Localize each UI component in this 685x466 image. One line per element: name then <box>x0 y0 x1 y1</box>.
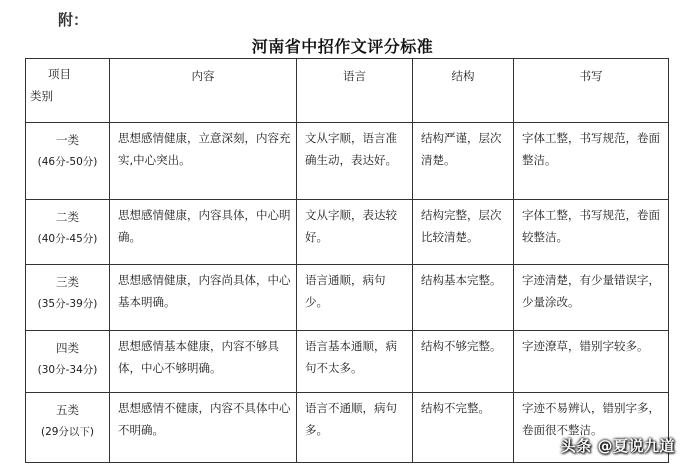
language-cell: 语言不通顺，病句多。 <box>297 393 413 463</box>
writing-cell: 字迹清楚，有少量错误字，少量涂改。 <box>514 265 669 331</box>
category-cell <box>26 393 110 463</box>
language-cell: 语言基本通顺，病句不太多。 <box>297 331 413 393</box>
header-category-label: 类别 <box>30 89 53 103</box>
header-writing: 书写 <box>514 59 669 123</box>
language-cell: 文从字顺，表达较好。 <box>297 200 413 265</box>
header-project-category-cell <box>26 59 110 123</box>
table-row <box>26 331 669 393</box>
language-cell: 语言通顺，病句少。 <box>297 265 413 331</box>
content-cell: 思想感情健康，立意深刻，内容充实,中心突出。 <box>110 123 297 200</box>
category-cell <box>26 200 110 265</box>
category-score-range: (35分-39分) <box>37 298 98 310</box>
category-name: 二类 <box>56 210 79 224</box>
category-name: 四类 <box>56 341 79 355</box>
content-cell: 思想感情健康，内容尚具体，中心基本明确。 <box>110 265 297 331</box>
category-name: 五类 <box>56 403 79 417</box>
header-language: 语言 <box>297 59 413 123</box>
category-cell <box>26 123 110 200</box>
category-score-range: (30分-34分) <box>37 364 98 376</box>
attachment-label: 附： <box>58 11 89 29</box>
table-header-row <box>26 59 669 123</box>
header-project-label: 项目 <box>48 67 71 81</box>
table-row <box>26 200 669 265</box>
header-structure: 结构 <box>413 59 514 123</box>
writing-cell: 字体工整，书写规范，卷面较整洁。 <box>514 200 669 265</box>
structure-cell: 结构严谨，层次清楚。 <box>413 123 514 200</box>
structure-cell: 结构不完整。 <box>413 393 514 463</box>
structure-cell: 结构完整，层次比较清楚。 <box>413 200 514 265</box>
scoring-standard-table <box>25 58 669 463</box>
watermark: 头条 @夏说九道 <box>560 437 675 455</box>
content-cell: 思想感情基本健康，内容不够具体，中心不够明确。 <box>110 331 297 393</box>
table-row <box>26 265 669 331</box>
structure-cell: 结构不够完整。 <box>413 331 514 393</box>
category-cell <box>26 265 110 331</box>
writing-cell: 字迹不易辨认，错别字多，卷面很不整洁。 <box>514 393 669 463</box>
document-title: 河南省中招作文评分标准 <box>251 37 434 56</box>
category-score-range: (29分以下) <box>40 426 95 438</box>
category-score-range: (46分-50分) <box>37 156 98 168</box>
structure-cell: 结构基本完整。 <box>413 265 514 331</box>
content-cell: 思想感情不健康，内容不具体中心不明确。 <box>110 393 297 463</box>
language-cell: 文从字顺，语言准确生动，表达好。 <box>297 123 413 200</box>
category-score-range: (40分-45分) <box>37 233 98 245</box>
category-cell <box>26 331 110 393</box>
category-name: 三类 <box>56 275 79 289</box>
writing-cell: 字迹潦草，错别字较多。 <box>514 331 669 393</box>
category-name: 一类 <box>56 133 79 147</box>
header-content: 内容 <box>110 59 297 123</box>
content-cell: 思想感情健康，内容具体，中心明确。 <box>110 200 297 265</box>
writing-cell: 字体工整，书写规范，卷面整洁。 <box>514 123 669 200</box>
table-row <box>26 123 669 200</box>
